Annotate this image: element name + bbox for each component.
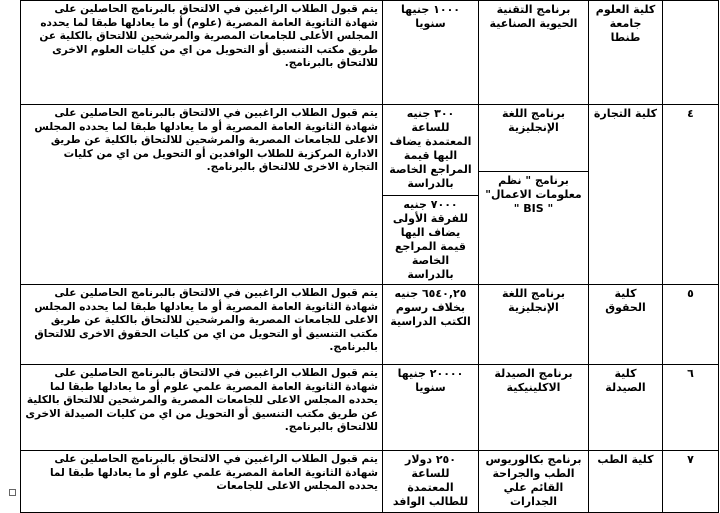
- table-row: [21, 451, 719, 513]
- faculty-cell: كلية العلوم جامعة طنطا: [589, 1, 663, 105]
- fee-cell: [383, 105, 479, 285]
- faculty-cell: كلية الحقوق: [589, 285, 663, 365]
- row-number: ٦: [663, 365, 719, 451]
- faculty-cell: كلية الصيدلة: [589, 365, 663, 451]
- fee-cell: ٢٠٠٠٠ جنيها سنويا: [383, 365, 479, 451]
- condition-cell: يتم قبول الطلاب الراغبين في الالتحاق بالبرنامج الحاصلين على شهادة الثانوية العامة المصرية أو ما يعادلها طبقا لما يحدده المجلس الاعلى للجامعات المصرية والمرشحين للالتحاق بالكلية عن طريق مكتب التنسيق أو التحويل من اي من كليات الحقوق الاخرى للالتحاق بالبرنامج.: [21, 285, 383, 365]
- row-number: [663, 1, 719, 105]
- program-bis: برنامج " نظم معلومات الاعمال" " BIS ": [485, 174, 582, 215]
- fee-cell: ٢٥٠ دولار للساعة المعتمدة للطالب الوافد: [383, 451, 479, 513]
- row-number: ٥: [663, 285, 719, 365]
- table-row: [21, 1, 719, 105]
- page-corner-mark: [9, 489, 16, 496]
- program-cell: برنامج التقنية الحيوية الصناعية: [479, 1, 589, 105]
- fee-bis: ٧٠٠٠ جنيه للفرقة الأولى يضاف اليها قيمة المراجع الخاصة بالدراسة: [392, 198, 469, 281]
- program-cell: برنامج بكالوريوس الطب والجراحة القائم علي الجدارات: [479, 451, 589, 513]
- row-number: ٤: [663, 105, 719, 285]
- cell-divider: [479, 171, 588, 172]
- table-row: [21, 105, 719, 285]
- condition-cell: يتم قبول الطلاب الراغبين في الالتحاق بالبرنامج الحاصلين على شهادة الثانوية العامة المصرية علمي علوم أو ما يعادلها طبقا لما يحدده المجلس الاعلى للجامعات المصرية والمرشحين للالتحاق بالكلية عن طريق مكتب التنسيق أو التحويل من اي من كليات الصيدلة الاخرى للالتحاق بالبرنامج.: [21, 365, 383, 451]
- faculty-cell: كلية التجارة: [589, 105, 663, 285]
- program-cell: [479, 105, 589, 285]
- programs-table: [20, 0, 719, 513]
- program-cell: برنامج اللغة الإنجليزية: [479, 285, 589, 365]
- program-english: برنامج اللغة الإنجليزية: [501, 107, 566, 134]
- program-cell: برنامج الصيدلة الاكلينيكية: [479, 365, 589, 451]
- fee-cell: ٦٥٤٠,٢٥ جنيه بخلاف رسوم الكتب الدراسية: [383, 285, 479, 365]
- condition-cell: يتم قبول الطلاب الراغبين في الالتحاق بالبرنامج الحاصلين على شهادة الثانوية العامة المصرية (علوم) أو ما يعادلها طبقا لما يحدده المجلس الأعلى للجامعات المصرية والمرشحين للالتحاق بالكلية عن طريق مكتب التنسيق أو التحويل من اي من كليات العلوم الاخرى للالتحاق بالبرنامج.: [21, 1, 383, 105]
- table-row: [21, 285, 719, 365]
- cell-divider: [383, 195, 478, 196]
- table-row: [21, 365, 719, 451]
- condition-cell: يتم قبول الطلاب الراغبين في الالتحاق بالبرنامج الحاصلين على شهادة الثانوية العامة المصرية أو ما يعادلها طبقا لما يحدده المجلس الاعلى للجامعات المصرية والمرشحين للالتحاق بالكلية عن طريق الادارة المركزية للطلاب الوافدين أو التحويل من اي من كليات التجارة الاخرى للالتحاق بالبرنامج.: [21, 105, 383, 285]
- faculty-cell: كلية الطب: [589, 451, 663, 513]
- fee-english: ٣٠٠ جنيه للساعة المعتمدة يضاف اليها قيمة المراجع الخاصة بالدراسة: [389, 107, 472, 190]
- fee-cell: ١٠٠٠ جنيها سنويا: [383, 1, 479, 105]
- row-number: ٧: [663, 451, 719, 513]
- condition-cell: يتم قبول الطلاب الراغبين في الالتحاق بالبرنامج الحاصلين على شهادة الثانوية العامة المصرية علمي علوم أو ما يعادلها طبقا لما يحدده المجلس الاعلى للجامعات: [21, 451, 383, 513]
